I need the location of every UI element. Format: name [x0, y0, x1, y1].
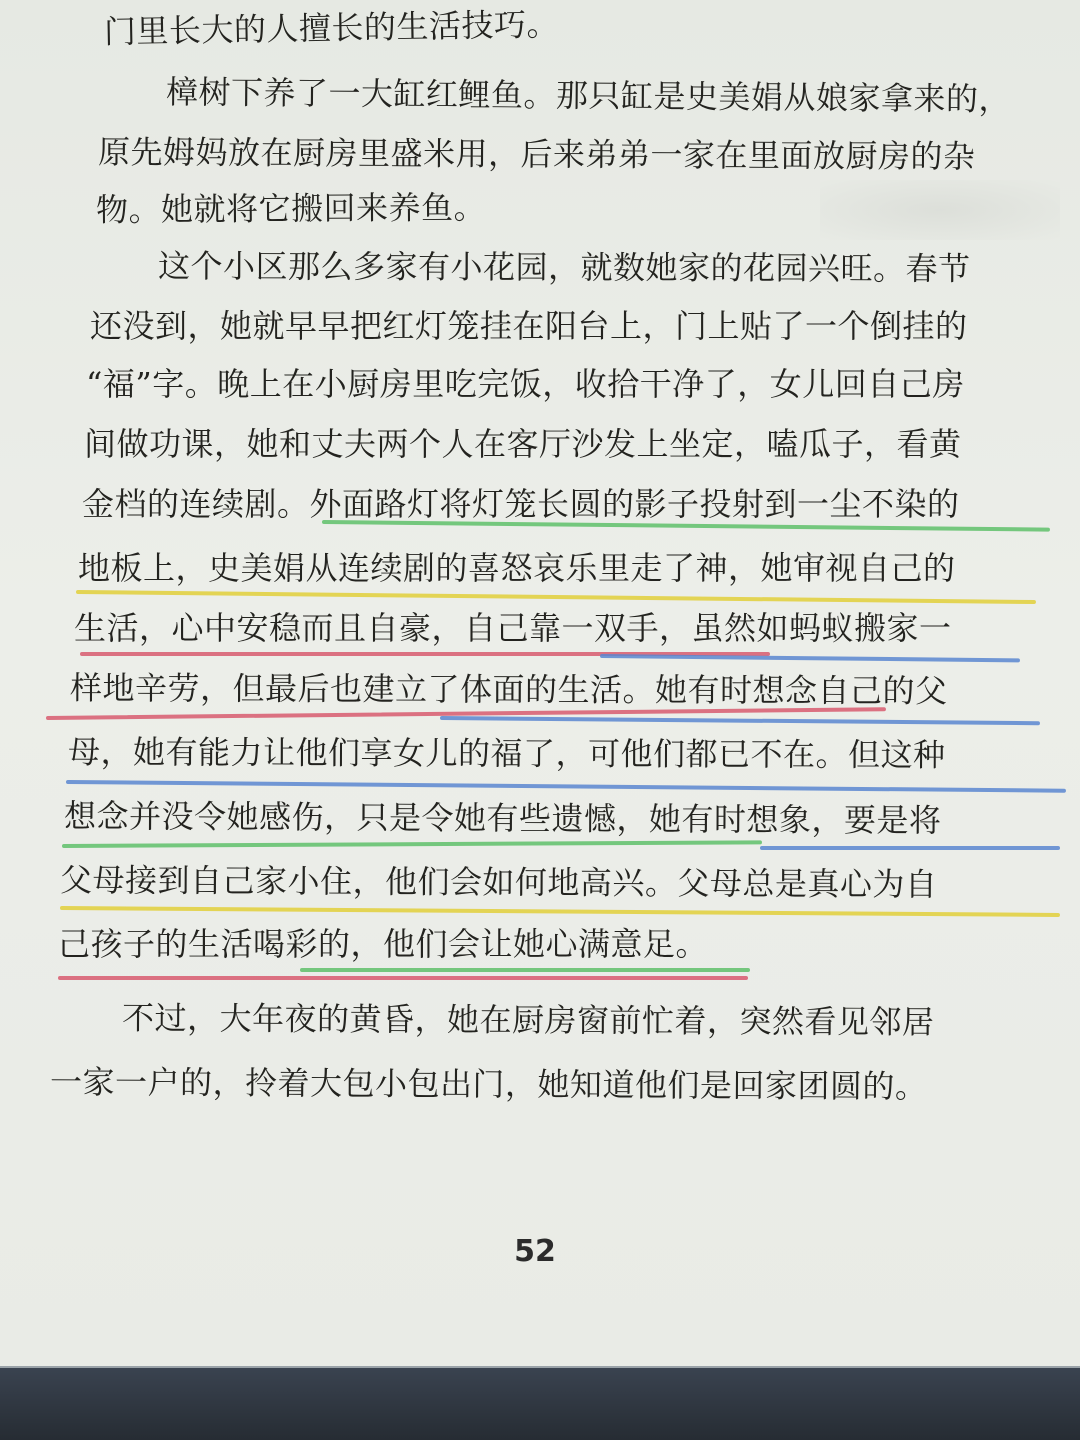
- text-line-1: 门里长大的人擅长的生活技巧。: [103, 5, 560, 51]
- text-line-15: 父母接到自己家小住，他们会如何地高兴。父母总是真心为自: [59, 861, 938, 904]
- text-line-7: “福”字。晚上在小厨房里吃完饭，收拾干净了，女儿回自己房: [86, 365, 965, 403]
- bleed-through: [820, 180, 1060, 240]
- text-line-3: 原先姆妈放在厨房里盛米用，后来弟弟一家在里面放厨房的杂: [97, 133, 976, 176]
- text-line-13: 母，她有能力让他们享女儿的福了，可他们都已不在。但这种: [67, 733, 946, 775]
- text-line-16: 己孩子的生活喝彩的，他们会让她心满意足。: [58, 925, 709, 963]
- highlight-underline-blue: [760, 846, 1060, 850]
- text-line-9: 金档的连续剧。外面路灯将灯笼长圆的影子投射到一尘不染的: [82, 485, 960, 523]
- text-line-10: 地板上，史美娟从连续剧的喜怒哀乐里走了神，她审视自己的: [78, 549, 956, 587]
- highlight-underline-red: [58, 976, 748, 980]
- text-line-8: 间做功课，她和丈夫两个人在客厅沙发上坐定，嗑瓜子，看黄: [84, 425, 962, 463]
- text-line-12: 样地辛劳，但最后也建立了体面的生活。她有时想念自己的父: [69, 669, 948, 711]
- book-cover: [0, 1368, 1080, 1440]
- text-line-6: 还没到，她就早早把红灯笼挂在阳台上，门上贴了一个倒挂的: [90, 307, 968, 345]
- text-line-17: 不过，大年夜的黄昏，她在厨房窗前忙着，突然看见邻居: [121, 999, 935, 1042]
- text-line-5: 这个小区那么多家有小花园，就数她家的花园兴旺。春节: [157, 247, 971, 288]
- page-number: 52: [514, 1234, 556, 1269]
- text-line-4: 物。她就将它搬回来养鱼。: [95, 188, 487, 229]
- text-line-18: 一家一户的，拎着大包小包出门，她知道他们是回家团圆的。: [49, 1063, 928, 1106]
- highlight-underline-green: [300, 968, 750, 972]
- text-line-2: 樟树下养了一大缸红鲤鱼。那只缸是史美娟从娘家拿来的，: [165, 73, 1012, 119]
- text-line-11: 生活，心中安稳而且自豪，自己靠一双手，虽然如蚂蚁搬家一: [74, 609, 952, 647]
- text-line-14: 想念并没令她感伤，只是令她有些遗憾，她有时想象，要是将: [63, 797, 942, 840]
